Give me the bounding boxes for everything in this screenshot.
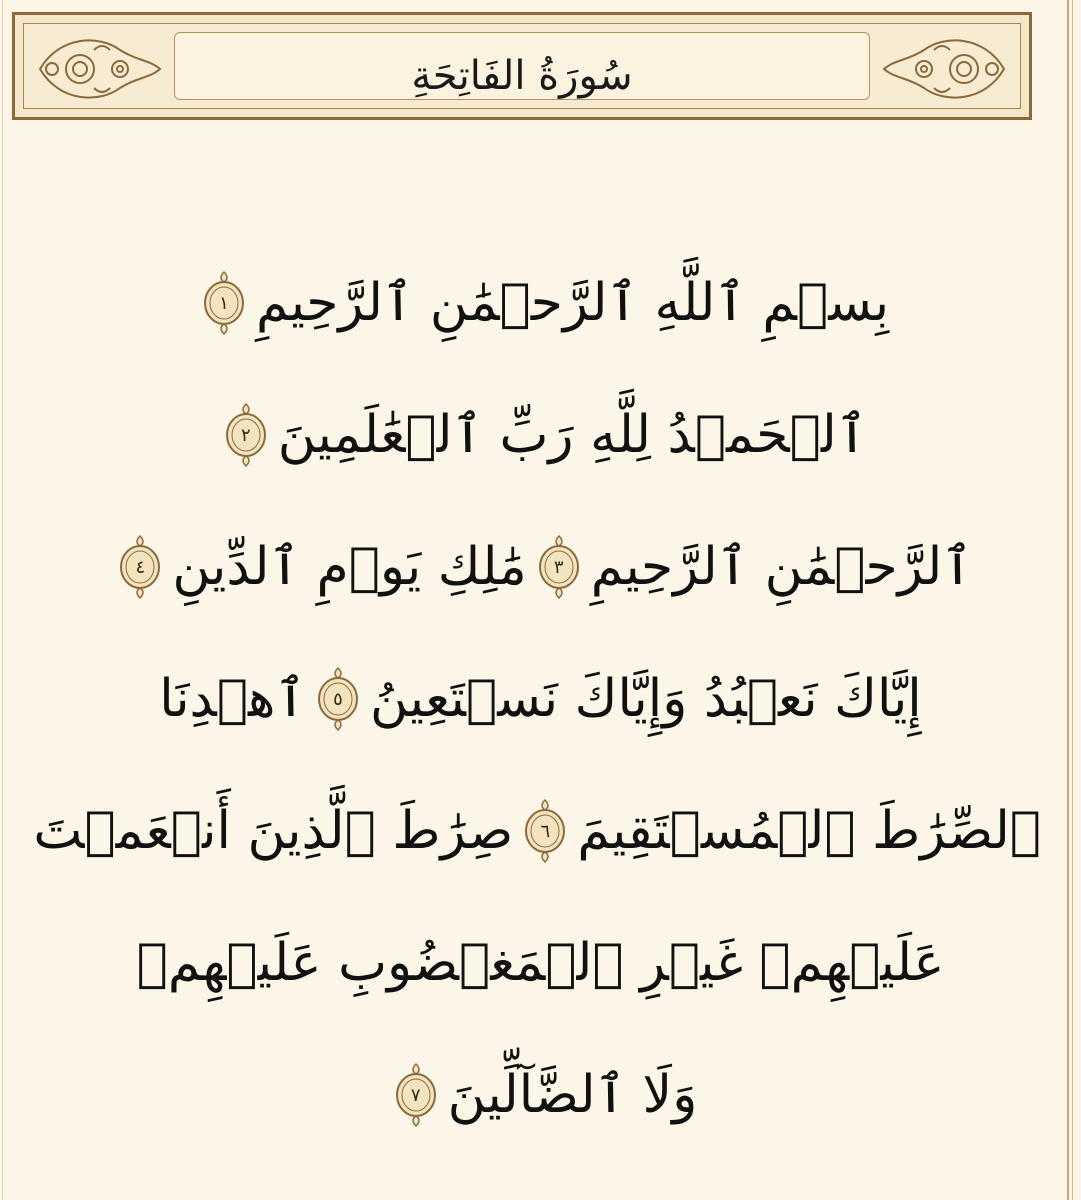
- surah-header-frame: [12, 12, 1032, 120]
- verse-line: [40, 646, 1041, 746]
- ayah-number: ٧: [410, 1085, 421, 1106]
- ayah-number-marker: [537, 534, 581, 600]
- verse-text: وَلَا ٱلضَّآلِّينَ: [447, 1065, 698, 1125]
- verse-text: ٱلرَّحۡمَٰنِ ٱلرَّحِيمِ: [590, 537, 973, 597]
- ayah-number-marker: [523, 798, 567, 864]
- verse-line: [40, 1042, 1041, 1142]
- verse-line: [40, 514, 1041, 614]
- verse-line: [40, 250, 1041, 350]
- ayah-number-marker: [224, 402, 268, 468]
- header-ornament-right-icon: [874, 30, 1014, 108]
- ayah-number: ١: [219, 293, 229, 314]
- header-ornament-left-icon: [30, 30, 170, 108]
- verse-text: ٱهۡدِنَا: [159, 669, 306, 729]
- ayah-number-marker: [202, 270, 246, 336]
- verse-text: ٱلصِّرَٰطَ ٱلۡمُسۡتَقِيمَ: [577, 801, 1041, 861]
- verse-text: مَٰلِكِ يَوۡمِ ٱلدِّينِ: [172, 537, 527, 597]
- verse-text: ٱلۡحَمۡدُ لِلَّهِ رَبِّ ٱلۡعَٰلَمِينَ: [277, 405, 868, 465]
- page-right-rule: [1067, 0, 1069, 1200]
- verse-text: صِرَٰطَ ٱلَّذِينَ أَنۡعَمۡتَ: [33, 801, 514, 861]
- verse-line: [40, 910, 1041, 1010]
- page-left-rule: [2, 0, 3, 1200]
- verse-text: بِسۡمِ ٱللَّهِ ٱلرَّحۡمَٰنِ ٱلرَّحِيمِ: [255, 273, 890, 333]
- verse-line: [33, 778, 1041, 878]
- page-right-rule-inner: [1072, 0, 1073, 1200]
- surah-title-cartouche: [174, 32, 870, 100]
- verse-text: عَلَيۡهِمۡ غَيۡرِ ٱلۡمَغۡضُوبِ عَلَيۡهِمۡ: [136, 933, 945, 993]
- ayah-number: ٤: [135, 557, 146, 578]
- ayah-number: ٦: [540, 821, 551, 842]
- ayah-number: ٥: [333, 689, 343, 710]
- surah-title: سُورَةُ الفَاتِحَةِ: [411, 53, 633, 99]
- verse-line: [40, 382, 1041, 482]
- ayah-number-marker: [316, 666, 360, 732]
- ayah-number: ٢: [240, 425, 251, 446]
- ayah-number: ٣: [553, 557, 564, 578]
- ayah-number-marker: [394, 1062, 438, 1128]
- ayah-number-marker: [118, 534, 162, 600]
- surah-header-inner: [23, 23, 1021, 109]
- verse-text: إِيَّاكَ نَعۡبُدُ وَإِيَّاكَ نَسۡتَعِينُ: [369, 669, 922, 729]
